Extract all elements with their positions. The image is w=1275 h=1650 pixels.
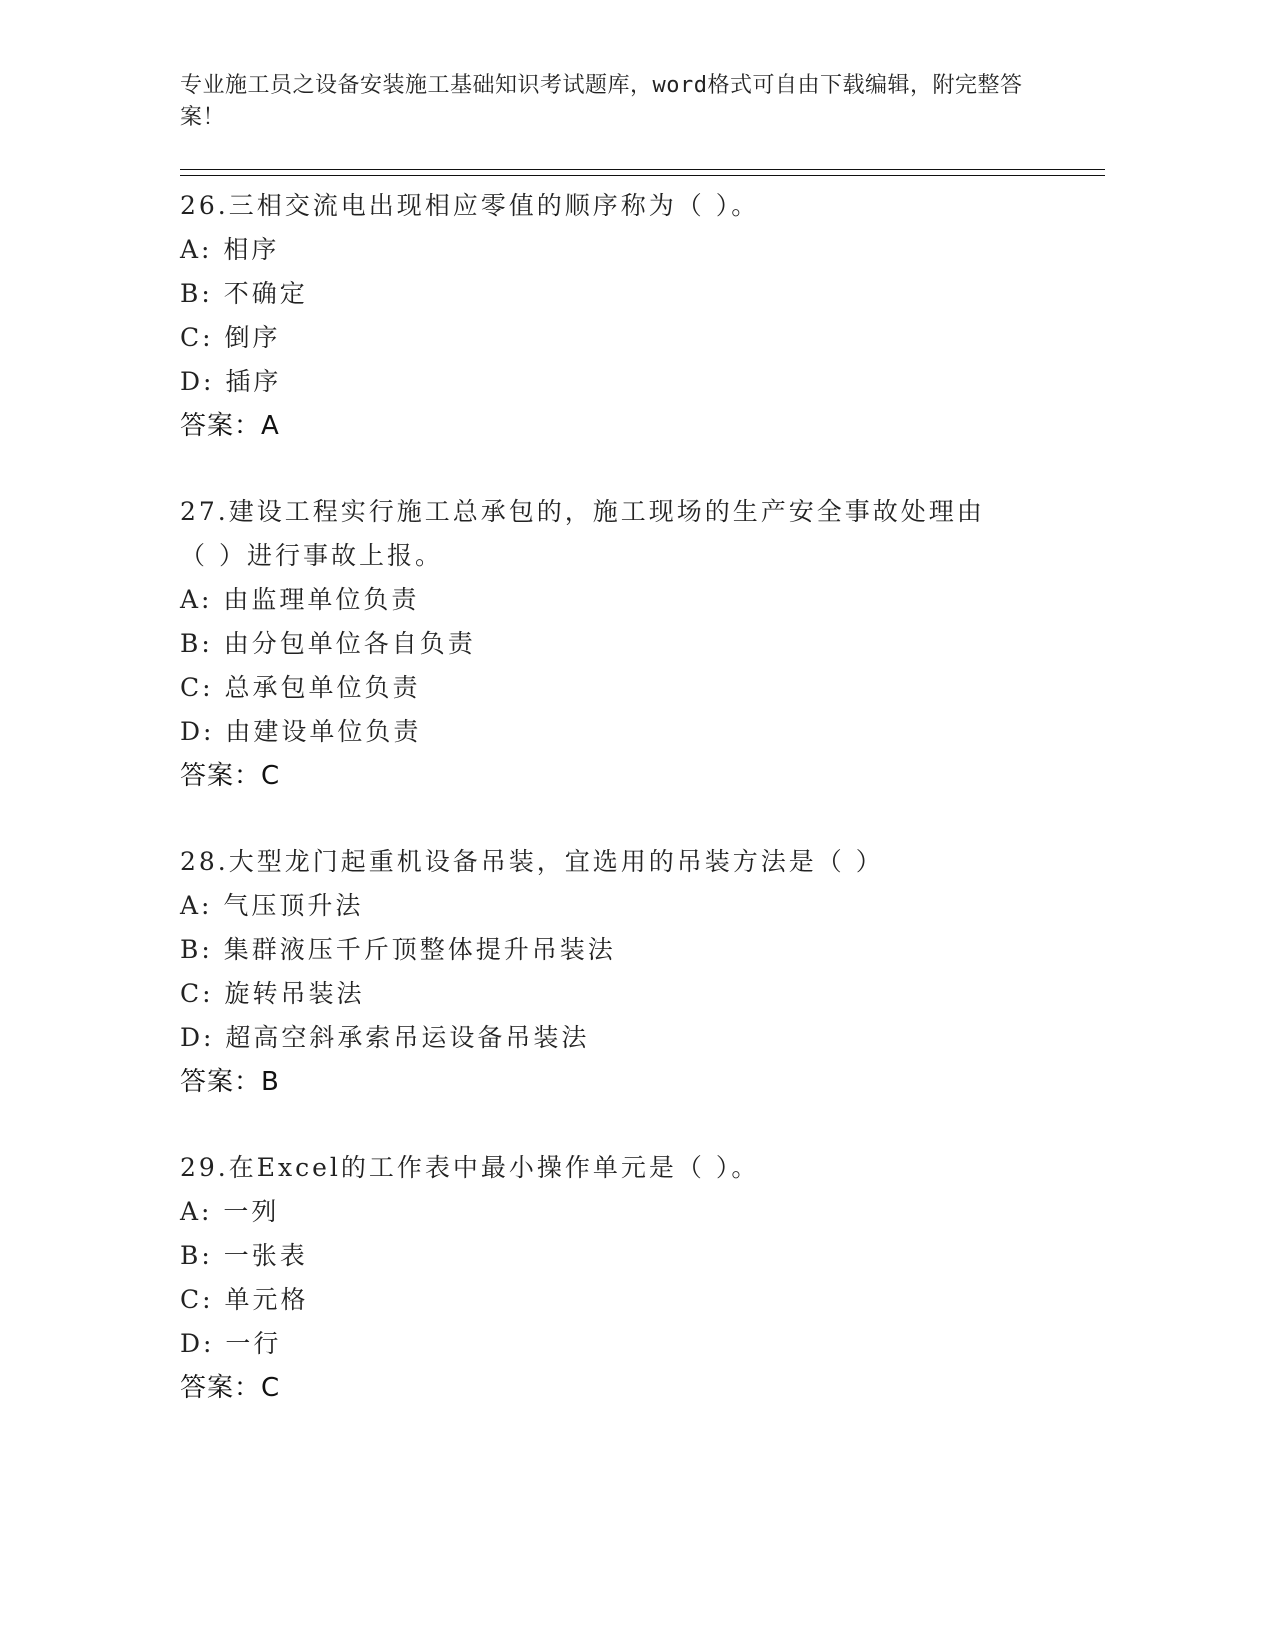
- option-d: D: 一行: [180, 1329, 282, 1358]
- option-a: A: 一列: [180, 1197, 280, 1226]
- option-b: B: 不确定: [180, 279, 308, 308]
- document-page: [180, 70, 1105, 1452]
- option-c: C: 单元格: [180, 1285, 309, 1314]
- question-stem: 26.三相交流电出现相应零值的顺序称为（ ）。: [180, 191, 760, 220]
- option-c: C: 旋转吊装法: [180, 979, 365, 1008]
- option-d: D: 由建设单位负责: [180, 717, 422, 746]
- option-a: A: 相序: [180, 235, 280, 264]
- question-list: [180, 184, 1105, 1410]
- option-a: A: 由监理单位负责: [180, 585, 420, 614]
- question-29: [180, 1146, 1105, 1410]
- answer: 答案：A: [180, 411, 280, 441]
- question-27: [180, 490, 1105, 798]
- option-d: D: 超高空斜承索吊运设备吊装法: [180, 1023, 590, 1052]
- question-stem: 29.在Excel的工作表中最小操作单元是（ ）。: [180, 1153, 760, 1182]
- question-28: [180, 840, 1105, 1104]
- answer: 答案：B: [180, 1067, 280, 1097]
- option-b: B: 集群液压千斤顶整体提升吊装法: [180, 935, 616, 964]
- document-header: 专业施工员之设备安装施工基础知识考试题库，word格式可自由下载编辑，附完整答案！: [180, 73, 1023, 130]
- option-b: B: 一张表: [180, 1241, 308, 1270]
- option-d: D: 插序: [180, 367, 282, 396]
- option-c: C: 倒序: [180, 323, 281, 352]
- answer: 答案：C: [180, 1373, 281, 1403]
- option-b: B: 由分包单位各自负责: [180, 629, 476, 658]
- answer: 答案：C: [180, 761, 281, 791]
- question-stem: 28.大型龙门起重机设备吊装，宜选用的吊装方法是（ ）: [180, 847, 884, 876]
- option-a: A: 气压顶升法: [180, 891, 364, 920]
- question-stem: 27.建设工程实行施工总承包的，施工现场的生产安全事故处理由（ ）进行事故上报。: [180, 497, 985, 570]
- option-c: C: 总承包单位负责: [180, 673, 421, 702]
- header-double-rule: [180, 169, 1105, 176]
- question-26: [180, 184, 1105, 448]
